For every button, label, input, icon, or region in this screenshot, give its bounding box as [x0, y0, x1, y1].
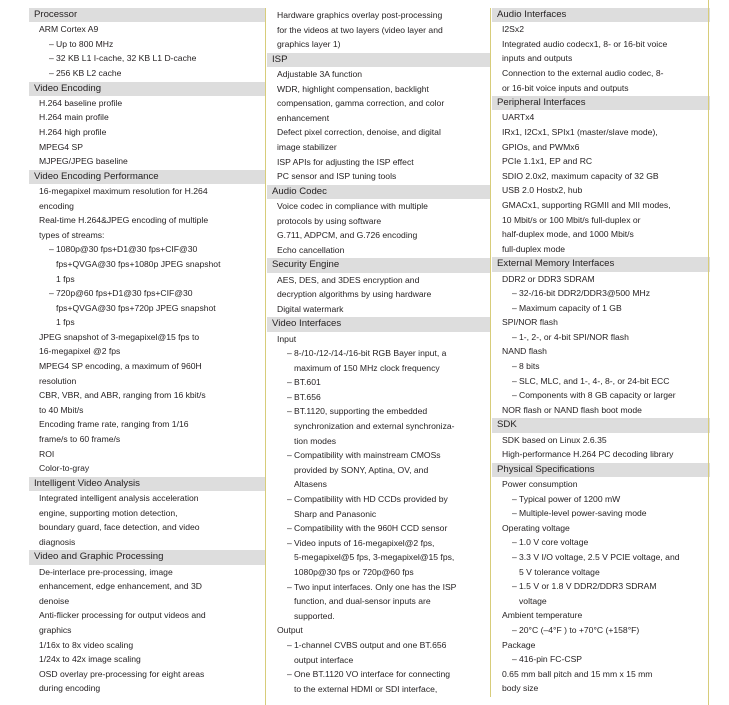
spec-bullet-line: to the external HDMI or SDI interface, — [294, 683, 438, 694]
spec-bullet-line: fps+QVGA@30 fps+1080p JPEG snapshot — [56, 258, 221, 269]
spec-line: Package — [502, 639, 536, 650]
section-heading: Audio Codec — [267, 185, 490, 199]
spec-bullet-line: – 8-/10-/12-/14-/16-bit RGB Bayer input, a — [267, 346, 490, 361]
spec-line: graphics — [39, 624, 72, 635]
spec-line: GMACx1, supporting RGMII and MII modes, — [502, 199, 671, 210]
spec-line: GPIOs, and PWMx6 — [502, 141, 580, 152]
spec-section-intelligent-video-analysis — [29, 477, 265, 551]
spec-line: Integrated intelligent analysis acceleration — [39, 493, 199, 504]
spec-bullet-line: – 20°C (–4°F ) to +70°C (+158°F) — [492, 623, 710, 638]
section-heading: Processor — [29, 8, 265, 22]
spec-line: 16-megapixel @2 fps — [39, 346, 121, 357]
spec-bullet-line: – 32 KB L1 I-cache, 32 KB L1 D-cache — [29, 51, 265, 66]
spec-line: H.264 baseline profile — [39, 97, 123, 108]
spec-line: encoding — [39, 200, 74, 211]
spec-bullet-line: – 3.3 V I/O voltage, 2.5 V PCIE voltage, and — [492, 550, 710, 565]
spec-bullet-line: – 1080p@30 fps+D1@30 fps+CIF@30 — [29, 242, 265, 257]
spec-line: Echo cancellation — [277, 244, 345, 255]
spec-bullet-line: 1080p@30 fps or 720p@60 fps — [294, 567, 414, 577]
spec-line: H.264 main profile — [39, 112, 109, 123]
section-heading: Video Interfaces — [267, 317, 490, 331]
spec-bullet-line: synchronization and external synchroniza- — [294, 421, 455, 432]
spec-line: enhancement, edge enhancement, and 3D — [39, 581, 202, 592]
spec-line: OSD overlay pre-processing for eight areas — [39, 668, 205, 679]
spec-line: DDR2 or DDR3 SDRAM — [502, 273, 595, 284]
spec-line: USB 2.0 Hostx2, hub — [502, 185, 583, 196]
spec-section-sdk — [492, 418, 710, 462]
spec-line: to 40 Mbit/s — [39, 404, 84, 415]
spec-line: for the videos at two layers (video layer and — [277, 24, 443, 35]
spec-line: or 16-bit voice inputs and outputs — [502, 82, 629, 93]
right-column-rule — [708, 0, 709, 705]
spec-line: full-duplex mode — [502, 243, 566, 254]
spec-line: WDR, highlight compensation, backlight — [277, 83, 429, 94]
section-heading: Video Encoding — [29, 82, 265, 96]
spec-section-video-encoding-performance — [29, 170, 265, 477]
spec-bullet-line: provided by SONY, Aptina, OV, and — [294, 464, 429, 475]
spec-bullet-line: – Video inputs of 16-megapixel@2 fps, — [267, 536, 490, 551]
spec-line: denoise — [39, 595, 70, 606]
section-heading: Security Engine — [267, 258, 490, 272]
spec-line: H.264 high profile — [39, 126, 107, 137]
spec-line: 1/24x to 42x image scaling — [39, 654, 141, 665]
spec-line: Ambient temperature — [502, 610, 583, 621]
spec-bullet-line: – BT.1120, supporting the embedded — [267, 404, 490, 419]
spec-line: AES, DES, and 3DES encryption and — [277, 274, 420, 285]
spec-line: Connection to the external audio codec, 8- — [502, 67, 664, 78]
spec-line: Adjustable 3A function — [277, 68, 363, 79]
section-heading: SDK — [492, 418, 710, 432]
spec-column-left — [29, 8, 265, 705]
spec-line: NOR flash or NAND flash boot mode — [502, 404, 642, 415]
spec-bullet-line: – 1-channel CVBS output and one BT.656 — [267, 638, 490, 653]
spec-line: half-duplex mode, and 1000 Mbit/s — [502, 229, 634, 240]
spec-line: graphics layer 1) — [277, 39, 341, 50]
spec-bullet-line: – Typical power of 1200 mW — [492, 492, 710, 507]
spec-bullet-line: – 256 KB L2 cache — [29, 66, 265, 81]
spec-bullet-line: – Compatibility with HD CCDs provided by — [267, 492, 490, 507]
spec-section-audio-interfaces — [492, 8, 710, 96]
spec-line: engine, supporting motion detection, — [39, 507, 178, 518]
spec-line: JPEG snapshot of 3-megapixel@15 fps to — [39, 331, 200, 342]
spec-bullet-line: – Compatibility with mainstream CMOSs — [267, 448, 490, 463]
spec-line: resolution — [39, 375, 77, 386]
spec-line: Operating voltage — [502, 522, 570, 533]
spec-bullet-line: function, and dual-sensor inputs are — [294, 596, 431, 607]
spec-line: ROI — [39, 448, 55, 459]
spec-line: Encoding frame rate, ranging from 1/16 — [39, 419, 189, 430]
spec-bullet-line: – 32-/16-bit DDR2/DDR3@500 MHz — [492, 286, 710, 301]
section-heading: Audio Interfaces — [492, 8, 710, 22]
spec-bullet-line: 1 fps — [56, 273, 75, 284]
spec-line: Voice codec in compliance with multiple — [277, 200, 428, 211]
spec-line: enhancement — [277, 112, 330, 123]
spec-line: De-interlace pre-processing, image — [39, 566, 173, 577]
spec-line: image stabilizer — [277, 141, 337, 152]
spec-bullet-line: – 1.5 V or 1.8 V DDR2/DDR3 SDRAM — [492, 579, 710, 594]
spec-line: SDIO 2.0x2, maximum capacity of 32 GB — [502, 170, 659, 181]
spec-line: Anti-flicker processing for output videos and — [39, 610, 206, 621]
spec-line: SDK based on Linux 2.6.35 — [502, 434, 607, 445]
spec-section-video-and-graphic-processing — [29, 550, 265, 697]
spec-column-middle — [265, 8, 490, 705]
spec-bullet-line: – Components with 8 GB capacity or larger — [492, 388, 710, 403]
spec-line: inputs and outputs — [502, 53, 573, 64]
spec-line: CBR, VBR, and ABR, ranging from 16 kbit/s — [39, 390, 206, 401]
spec-section-physical-specifications — [492, 463, 710, 697]
section-heading: Peripheral Interfaces — [492, 96, 710, 110]
spec-section-processor — [29, 8, 265, 82]
spec-section-video-interfaces — [267, 317, 490, 697]
spec-line: 0.65 mm ball pitch and 15 mm x 15 mm — [502, 668, 653, 679]
section-heading: ISP — [267, 53, 490, 67]
spec-line: MPEG4 SP encoding, a maximum of 960H — [39, 361, 202, 372]
section-heading: Video and Graphic Processing — [29, 550, 265, 564]
spec-line: diagnosis — [39, 536, 76, 547]
spec-line: Color-to-gray — [39, 463, 90, 474]
spec-line: Hardware graphics overlay post-processing — [277, 10, 443, 20]
spec-bullet-line: – BT.601 — [267, 375, 490, 390]
spec-section-security-engine — [267, 258, 490, 317]
spec-bullet-line: – BT.656 — [267, 390, 490, 405]
spec-bullet-line: – 1.0 V core voltage — [492, 535, 710, 550]
spec-section-external-memory-interfaces — [492, 257, 710, 418]
spec-line: Real-time H.264&JPEG encoding of multiple — [39, 215, 209, 226]
section-heading: Physical Specifications — [492, 463, 710, 477]
spec-line: Defect pixel correction, denoise, and digital — [277, 127, 441, 138]
spec-line: Integrated audio codecx1, 8- or 16-bit voice — [502, 38, 668, 49]
spec-line: SPI/NOR flash — [502, 317, 558, 328]
spec-bullet-line: – Multiple-level power-saving mode — [492, 506, 710, 521]
spec-line: 1/16x to 8x video scaling — [39, 639, 134, 650]
spec-line: PC sensor and ISP tuning tools — [277, 171, 397, 182]
spec-line: UARTx4 — [502, 112, 535, 123]
spec-bullet-line: 1 fps — [56, 317, 75, 328]
section-heading: Video Encoding Performance — [29, 170, 265, 184]
spec-line: NAND flash — [502, 346, 547, 357]
spec-line: types of streams: — [39, 229, 105, 240]
spec-bullet-line: supported. — [294, 610, 335, 621]
spec-line: boundary guard, face detection, and video — [39, 522, 200, 533]
spec-bullet-line: voltage — [519, 595, 547, 606]
spec-bullet-line: output interface — [294, 654, 354, 665]
spec-bullet-line: fps+QVGA@30 fps+720p JPEG snapshot — [56, 302, 216, 313]
spec-bullet-line: 5-megapixel@5 fps, 3-megapixel@15 fps, — [294, 552, 455, 563]
spec-line: IRx1, I2Cx1, SPIx1 (master/slave mode), — [502, 126, 658, 137]
spec-bullet-line: 5 V tolerance voltage — [519, 566, 600, 577]
spec-bullet-line: – Up to 800 MHz — [29, 37, 265, 52]
spec-section-isp — [267, 53, 490, 185]
spec-line: during encoding — [39, 683, 101, 694]
section-heading: External Memory Interfaces — [492, 257, 710, 271]
spec-line: frame/s to 60 frame/s — [39, 434, 121, 445]
spec-line: ARM Cortex A9 — [39, 24, 99, 35]
spec-line: 10 Mbit/s or 100 Mbit/s full-duplex or — [502, 214, 641, 225]
spec-line: I2Sx2 — [502, 24, 524, 35]
spec-column-right — [490, 8, 710, 697]
spec-bullet-line: – One BT.1120 VO interface for connecting — [267, 667, 490, 682]
spec-line: Input — [277, 333, 297, 344]
spec-bullet-line: Altasens — [294, 479, 327, 490]
section-heading: Intelligent Video Analysis — [29, 477, 265, 491]
spec-bullet-line: – 720p@60 fps+D1@30 fps+CIF@30 — [29, 286, 265, 301]
spec-bullet-line: – Compatibility with the 960H CCD sensor — [267, 521, 490, 536]
spec-line: protocols by using software — [277, 215, 382, 226]
spec-section-continued — [267, 8, 490, 53]
spec-line: G.711, ADPCM, and G.726 encoding — [277, 230, 418, 241]
spec-line: body size — [502, 683, 539, 694]
spec-bullet-line: – 416-pin FC-CSP — [492, 652, 710, 667]
spec-bullet-line: – Two input interfaces. Only one has the ISP — [267, 580, 490, 595]
spec-bullet-line: tion modes — [294, 435, 337, 446]
spec-line: compensation, gamma correction, and color — [277, 98, 445, 109]
spec-line: Power consumption — [502, 479, 578, 490]
spec-line: PCIe 1.1x1, EP and RC — [502, 156, 593, 167]
spec-line: 16-megapixel maximum resolution for H.264 — [39, 185, 208, 196]
spec-bullet-line: – 1-, 2-, or 4-bit SPI/NOR flash — [492, 330, 710, 345]
spec-bullet-line: – SLC, MLC, and 1-, 4-, 8-, or 24-bit ECC — [492, 374, 710, 389]
spec-section-peripheral-interfaces — [492, 96, 710, 257]
spec-bullet-line: Sharp and Panasonic — [294, 508, 377, 519]
spec-bullet-line: – 8 bits — [492, 359, 710, 374]
spec-line: ISP APIs for adjusting the ISP effect — [277, 156, 414, 167]
spec-section-audio-codec — [267, 185, 490, 259]
spec-line: MJPEG/JPEG baseline — [39, 156, 128, 167]
spec-section-video-encoding — [29, 82, 265, 170]
spec-bullet-line: – Maximum capacity of 1 GB — [492, 301, 710, 316]
spec-line: MPEG4 SP — [39, 141, 83, 152]
spec-line: Output — [277, 625, 303, 636]
spec-line: High-performance H.264 PC decoding library — [502, 449, 674, 460]
spec-line: decryption algorithms by using hardware — [277, 289, 432, 300]
spec-bullet-line: maximum of 150 MHz clock frequency — [294, 362, 440, 373]
spec-line: Digital watermark — [277, 303, 344, 314]
